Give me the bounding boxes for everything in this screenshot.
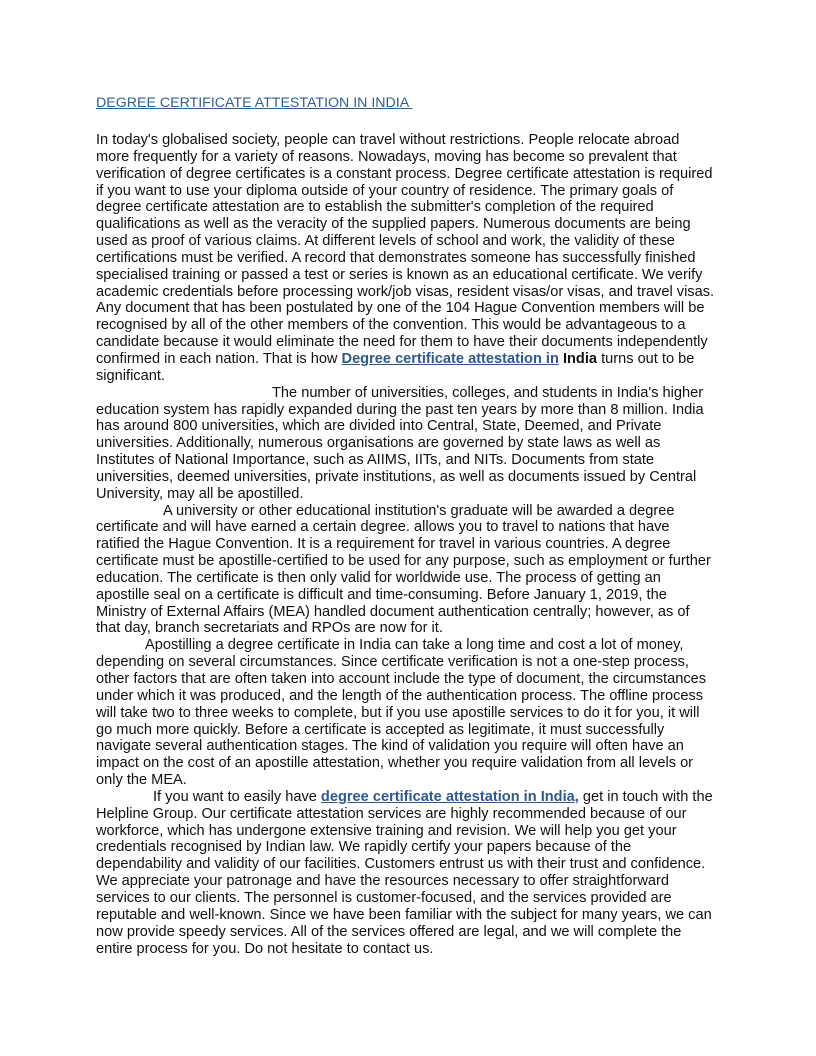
text-line: workforce, which has undergone extensive training and revision. We will help you get your bbox=[96, 822, 677, 839]
text-line: ratified the Hague Convention. It is a requirement for travel in various countries. A degree bbox=[96, 536, 671, 553]
document-body bbox=[96, 132, 714, 957]
paragraph bbox=[96, 637, 714, 789]
text-line: dependability and validity of our facilities. Customers entrust us with their trust and confidence. bbox=[96, 856, 706, 873]
text-line: impact on the cost of an apostille attestation, whether you require validation from all levels or bbox=[96, 755, 694, 772]
text-line: that day, branch secretariats and RPOs are now for it. bbox=[96, 620, 443, 637]
text-line: Helpline Group. Our certificate attestation services are highly recommended because of our bbox=[96, 805, 687, 822]
text-segment: turns out to be bbox=[597, 350, 695, 367]
text-line: candidate because it would eliminate the need for them to have their documents independently bbox=[96, 334, 708, 351]
text-line: will take two to three weeks to complete, but if you use apostille services to do it for you, it will bbox=[96, 704, 700, 721]
text-line: University, may all be apostilled. bbox=[96, 485, 304, 502]
attestation-link[interactable]: degree certificate attestation in India, bbox=[320, 788, 579, 805]
text-line bbox=[96, 351, 714, 368]
text-line: significant. bbox=[96, 367, 165, 384]
text-line: credentials recognised by Indian law. We rapidly certify your papers because of the bbox=[96, 839, 632, 856]
paragraph bbox=[96, 385, 714, 503]
text-line: navigate several authentication stages. The kind of validation you require will often have an bbox=[96, 738, 684, 755]
text-line: We appreciate your patronage and have the resources necessary to offer straightforward bbox=[96, 873, 669, 890]
text-line bbox=[96, 789, 714, 806]
text-segment: confirmed in each nation. That is how bbox=[96, 350, 342, 367]
text-line: A university or other educational institution's graduate will be awarded a degree bbox=[163, 502, 675, 519]
text-line: education system has rapidly expanded during the past ten years by more than 8 million. India bbox=[96, 401, 704, 418]
text-line: Ministry of External Affairs (MEA) handled document authentication centrally; however, as of bbox=[96, 603, 690, 620]
text-line: academic credentials before processing work/job visas, resident visas/or visas, and travel visas. bbox=[96, 283, 715, 300]
text-line: qualifications as well as the veracity of the supplied papers. Numerous documents are being bbox=[96, 216, 691, 233]
text-line: entire process for you. Do not hesitate to contact us. bbox=[96, 940, 434, 957]
text-line: degree certificate attestation are to establish the submitter's completion of the required bbox=[96, 199, 654, 216]
text-line: Institutes of National Importance, such as AIIMS, IITs, and NITs. Documents from state bbox=[96, 452, 655, 469]
text-line: more frequently for a variety of reasons. Nowadays, moving has become so prevalent that bbox=[96, 148, 677, 165]
text-line: universities. Additionally, numerous organisations are governed by state laws as well as bbox=[96, 435, 661, 452]
text-segment: get in touch with the bbox=[578, 788, 713, 805]
attestation-link[interactable]: Degree certificate attestation in bbox=[341, 350, 559, 367]
text-line: go much more quickly. Before a certificate is accepted as legitimate, it must successfully bbox=[96, 721, 665, 738]
text-line: certifications must be verified. A record that demonstrates someone has successfully finished bbox=[96, 249, 696, 266]
bold-text: India bbox=[562, 350, 598, 367]
text-segment: If you want to easily have bbox=[153, 788, 321, 805]
text-line: recognised by all of the other members of the convention. This would be advantageous to a bbox=[96, 317, 686, 334]
text-line: services to our clients. The personnel is customer-focused, and the services provided are bbox=[96, 889, 672, 906]
text-line: universities, deemed universities, private institutions, as well as documents issued by Central bbox=[96, 468, 697, 485]
text-line: In today's globalised society, people can travel without restrictions. People relocate abroad bbox=[96, 132, 680, 148]
document-title[interactable]: DEGREE CERTIFICATE ATTESTATION IN INDIA bbox=[96, 95, 413, 111]
text-line: only the MEA. bbox=[96, 772, 187, 789]
text-line: if you want to use your diploma outside of your country of residence. The primary goals of bbox=[96, 182, 674, 199]
text-line: used as proof of various claims. At different levels of school and work, the validity of these bbox=[96, 233, 675, 250]
paragraph bbox=[96, 132, 714, 385]
text-line: certificate and will have earned a certain degree. allows you to travel to nations that have bbox=[96, 519, 670, 536]
paragraph bbox=[96, 789, 714, 957]
text-line: now provide speedy services. All of the services offered are legal, and we will complete the bbox=[96, 923, 682, 940]
text-line: education. The certificate is then only valid for worldwide use. The process of getting an bbox=[96, 569, 661, 586]
text-line: certificate must be apostille-certified to be used for any purpose, such as employment or further bbox=[96, 553, 711, 570]
text-line: other factors that are often taken into account include the type of document, the circumstances bbox=[96, 671, 707, 687]
paragraph bbox=[96, 503, 714, 638]
text-line: The number of universities, colleges, and students in India's higher bbox=[272, 384, 704, 401]
text-line: has around 800 universities, which are divided into Central, State, Deemed, and Private bbox=[96, 418, 662, 435]
text-line: apostille seal on a certificate is difficult and time-consuming. Before January 1, 2019, the bbox=[96, 586, 667, 603]
text-line: under which it was produced, and the length of the authentication process. The offline process bbox=[96, 687, 704, 704]
text-line: reputable and well-known. Since we have been familiar with the subject for many years, we can bbox=[96, 906, 712, 923]
text-line: specialised training or passed a test or series is known as an educational certificate. We verify bbox=[96, 266, 703, 283]
text-line: Apostilling a degree certificate in India can take a long time and cost a lot of money, bbox=[145, 637, 684, 654]
text-line: verification of degree certificates is a constant process. Degree certificate attestation is required bbox=[96, 165, 713, 182]
text-line: Any document that has been postulated by one of the 104 Hague Convention members will be bbox=[96, 300, 705, 317]
text-line: depending on several circumstances. Since certificate verification is not a one-step process, bbox=[96, 654, 689, 671]
